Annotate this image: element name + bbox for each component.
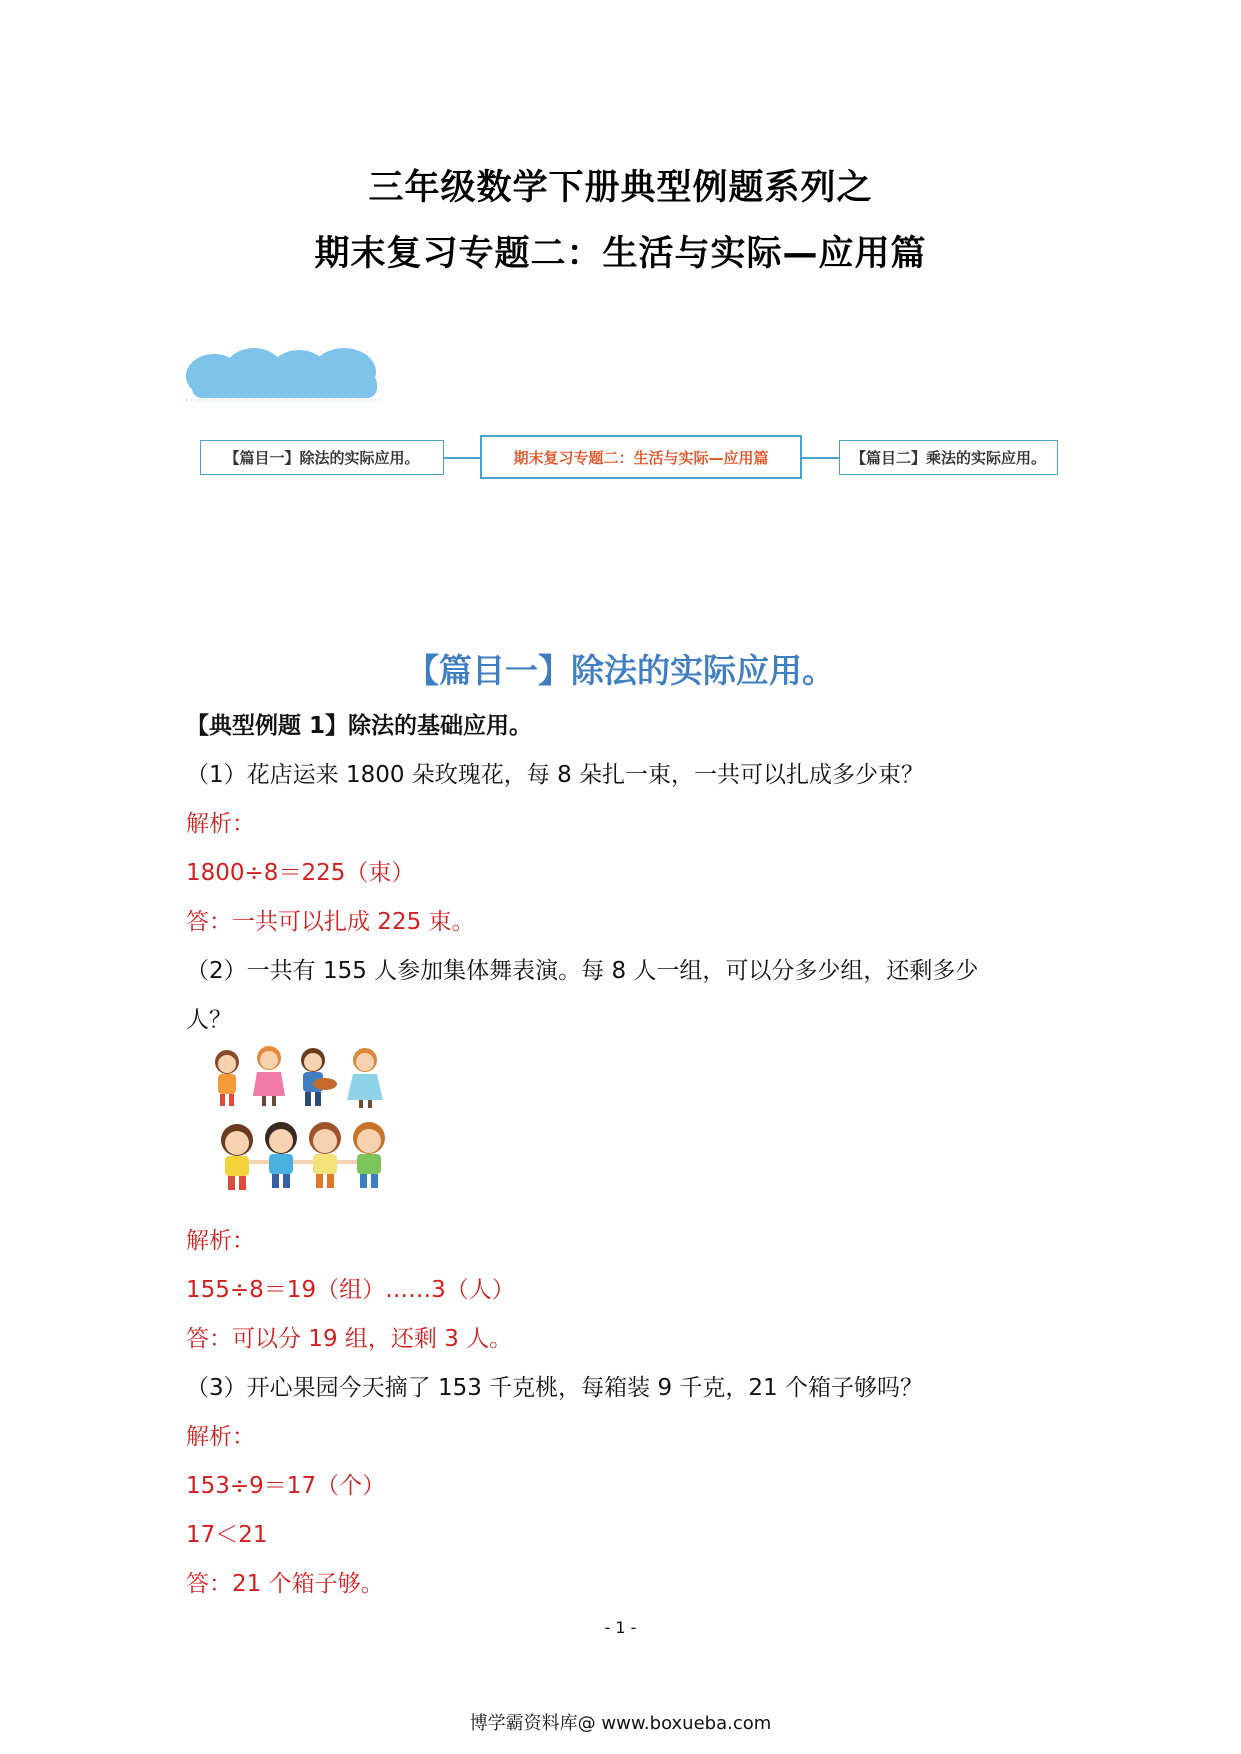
mindmap-node-part1: 【篇目一】除法的实际应用。 <box>200 440 444 475</box>
mindmap-node-center: 期末复习专题二：生活与实际—应用篇 <box>480 435 802 479</box>
calculation-2: 155÷8＝19（组）……3（人） <box>186 1277 515 1303</box>
question-3: （3）开心果园今天摘了 153 千克桃，每箱装 9 千克，21 个箱子够吗？ <box>186 1375 923 1401</box>
knowledge-map-cloud-icon <box>184 344 384 404</box>
children-dancing-illustration <box>205 1040 405 1195</box>
document-title-line1: 三年级数学下册典型例题系列之 <box>368 168 873 208</box>
example-title: 【典型例题 1】除法的基础应用。 <box>186 713 533 739</box>
question-2-line1: （2）一共有 155 人参加集体舞表演。每 8 人一组，可以分多少组，还剩多少 <box>186 958 979 984</box>
mindmap-connector-right <box>802 457 839 459</box>
section-heading: 【篇目一】除法的实际应用。 <box>406 651 835 690</box>
question-2-line2: 人？ <box>186 1007 232 1033</box>
mindmap-connector-left <box>444 457 480 459</box>
answer-2: 答：可以分 19 组，还剩 3 人。 <box>186 1326 513 1352</box>
analysis-label-3: 解析： <box>186 1424 255 1450</box>
answer-3: 答：21 个箱子够。 <box>186 1571 384 1597</box>
calculation-3: 153÷9＝17（个） <box>186 1473 386 1499</box>
analysis-label-2: 解析： <box>186 1228 255 1254</box>
footer-watermark: 博学霸资料库@ www.boxueba.com <box>469 1713 772 1734</box>
answer-1: 答：一共可以扎成 225 束。 <box>186 909 475 935</box>
mindmap-node-part2: 【篇目二】乘法的实际应用。 <box>839 440 1058 475</box>
calculation-1: 1800÷8＝225（束） <box>186 860 415 886</box>
question-1: （1）花店运来 1800 朵玫瑰花，每 8 朵扎一束，一共可以扎成多少束？ <box>186 762 925 788</box>
document-title-line2: 期末复习专题二：生活与实际—应用篇 <box>314 234 927 274</box>
comparison-3: 17＜21 <box>186 1522 268 1548</box>
analysis-label-1: 解析： <box>186 811 255 837</box>
page-number: - 1 - <box>604 1618 637 1637</box>
